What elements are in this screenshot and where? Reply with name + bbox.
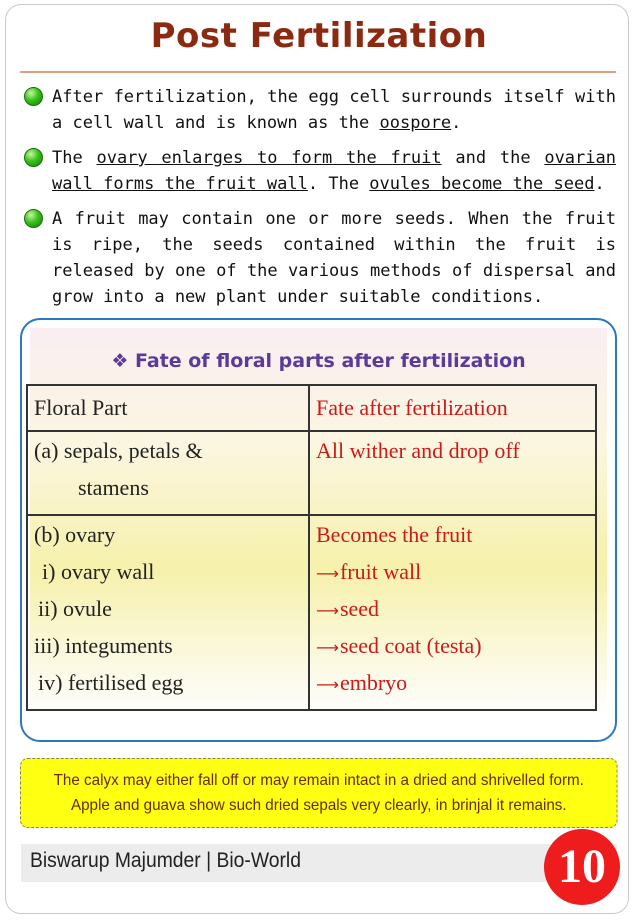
bullet-text: After fertilization, the egg cell surrounds itself with a cell wall and is known as the: [52, 87, 616, 133]
bullet-text: .: [451, 113, 462, 133]
arrow-right-icon: ⟶: [316, 601, 338, 620]
page-number-badge: 10: [544, 829, 620, 905]
row-a-part: (a) sepals, petals & stamens: [27, 431, 309, 515]
bullet-item-2: [22, 145, 616, 197]
note-line-2: Apple and guava show such dried sepals very clearly, in brinjal it remains.: [70, 797, 567, 814]
bullet-item-3: [22, 206, 616, 310]
underlined-term: ovary enlarges to form the fruit: [96, 148, 442, 168]
row-a-fate: All wither and drop off: [309, 431, 596, 515]
arrow-right-icon: ⟶: [316, 675, 338, 694]
bullet-list: [22, 84, 616, 319]
bullet-text: The: [52, 148, 97, 168]
arrow-right-icon: ⟶: [316, 564, 338, 583]
figure-heading: [30, 350, 607, 372]
note-box: [20, 758, 618, 828]
bullet-item-1: [22, 84, 616, 136]
title-divider: [20, 71, 616, 73]
figure-heading-text: Fate of floral parts after fertilization: [134, 350, 526, 372]
underlined-term: ovules become the seed: [369, 174, 595, 194]
footer-author: Biswarup Majumder | Bio-World: [30, 849, 301, 872]
arrow-right-icon: ⟶: [316, 638, 338, 657]
header-fate: Fate after fertilization: [309, 385, 596, 431]
bullet-text: and the: [441, 148, 545, 168]
green-bullet-icon: [24, 87, 43, 106]
diamond-icon: ❖: [111, 350, 129, 372]
page-title: Post Fertilization: [150, 16, 488, 56]
underlined-term: ovarian wall forms the fruit wall: [52, 148, 616, 194]
bullet-text: .: [594, 174, 605, 194]
note-line-1: The calyx may either fall off or may remain intact in a dried and shrivelled form.: [53, 772, 584, 789]
table-row: [27, 431, 596, 515]
table-row: [27, 515, 596, 710]
bullet-text: . The: [307, 174, 370, 194]
bullet-text: A fruit may contain one or more seeds. When the fruit is ripe, the seeds contained within the fruit is released by one of the various methods of dispersal and grow into a new plant under suitable conditions.: [52, 209, 616, 307]
green-bullet-icon: [24, 148, 43, 167]
underlined-term: oospore: [379, 113, 452, 133]
row-b-fates: Becomes the fruit ⟶fruit wall ⟶seed ⟶seed coat (testa) ⟶embryo: [309, 515, 596, 710]
header-floral-part: Floral Part: [27, 385, 309, 431]
table-header-row: [27, 385, 596, 431]
row-b-parts: (b) ovary i) ovary wall ii) ovule iii) integuments iv) fertilised egg: [27, 515, 309, 710]
fate-table: [26, 384, 597, 711]
green-bullet-icon: [24, 209, 43, 228]
